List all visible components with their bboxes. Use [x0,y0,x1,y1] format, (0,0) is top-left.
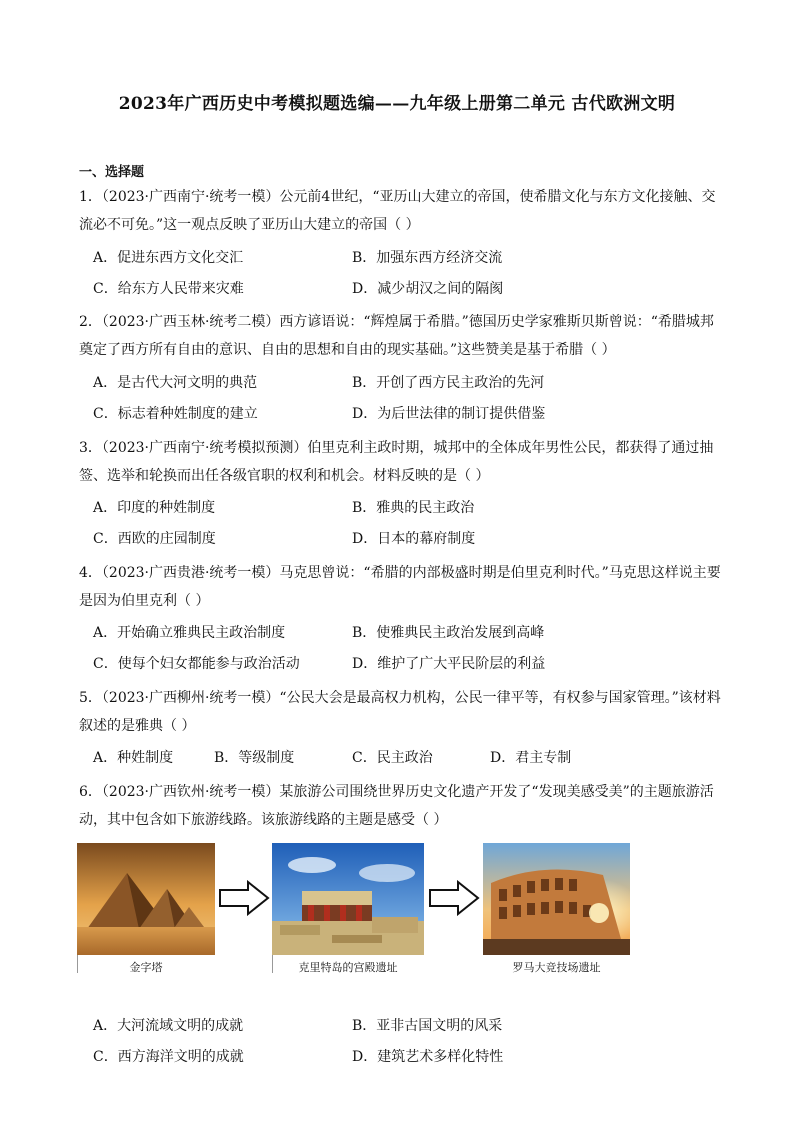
option-c[interactable]: C．给东方人民带来灾难 [93,281,244,297]
option-b[interactable]: B．亚非古国文明的风采 [352,1018,503,1034]
option-b[interactable]: B．加强东西方经济交流 [352,250,503,266]
option-d[interactable]: D．君主专制 [490,750,572,766]
option-d[interactable]: D．为后世法律的制订提供借鉴 [352,406,546,422]
palace-ruins-photo-icon [272,843,424,955]
arrow-right-icon [218,880,270,920]
question-stem: 5．（2023·广西柳州·统考一模）“公民大会是最高权力机构，公民一律平等，有权参与国家管理。”该材料叙述的是雅典（ ） [79,690,721,734]
option-d[interactable]: D．维护了广大平民阶层的利益 [352,656,546,672]
option-b[interactable]: B．使雅典民主政治发展到高峰 [352,625,545,641]
option-c[interactable]: C．西方海洋文明的成就 [93,1049,244,1065]
option-a[interactable]: A．是古代大河文明的典范 [93,375,258,391]
option-c[interactable]: C．使每个妇女都能参与政治活动 [93,656,300,672]
options-row [93,1015,713,1037]
option-b[interactable]: B．等级制度 [214,750,295,766]
options-row [93,747,713,769]
option-a[interactable]: A．促进东西方文化交汇 [93,250,244,266]
route-figure [0,843,794,973]
options-row [93,372,713,394]
colosseum-photo-icon [483,843,630,955]
options-row [93,247,713,269]
option-d[interactable]: D．减少胡汉之间的隔阂 [352,281,504,297]
page-title: 2023年广西历史中考模拟题选编——九年级上册第二单元 古代欧洲文明 [118,94,676,114]
options-row [93,497,713,519]
option-a[interactable]: A．种姓制度 [93,750,174,766]
option-a[interactable]: A．印度的种姓制度 [93,500,216,516]
option-b[interactable]: B．雅典的民主政治 [352,500,475,516]
question-stem: 3．（2023·广西南宁·统考模拟预测）伯里克利主政时期，城邦中的全体成年男性公民，都获得了通过抽签、选举和轮换而出任各级官职的权利和机会。材料反映的是（ ） [79,440,714,484]
option-c[interactable]: C．标志着种姓制度的建立 [93,406,258,422]
question-stem: 2．（2023·广西玉林·统考二模）西方谚语说：“辉煌属于希腊。”德国历史学家雅斯贝斯曾说：“希腊城邦奠定了西方所有自由的意识、自由的思想和自由的现实基础。”这些赞美是基于希腊（ ） [79,314,714,358]
option-c[interactable]: C．民主政治 [352,750,433,766]
options-row [93,528,713,550]
section-heading: 一、选择题 [79,165,145,180]
options-row [93,278,713,300]
pyramid-caption: 金字塔 [129,961,163,974]
options-row [93,622,713,644]
pyramid-photo-icon [77,843,215,955]
question-stem: 6．（2023·广西钦州·统考一模）某旅游公司围绕世界历史文化遗产开发了“发现美感受美”的主题旅游活动，其中包含如下旅游线路。该旅游线路的主题是感受（ ） [79,784,714,828]
option-b[interactable]: B．开创了西方民主政治的先河 [352,375,545,391]
arrow-right-icon [428,880,480,920]
option-a[interactable]: A．大河流域文明的成就 [93,1018,244,1034]
question-stem: 1．（2023·广西南宁·统考一模）公元前4世纪，“亚历山大建立的帝国，使希腊文化与东方文化接触、交流必不可免。”这一观点反映了亚历山大建立的帝国（ ） [79,189,716,233]
question-stem: 4．（2023·广西贵港·统考一模）马克思曾说：“希腊的内部极盛时期是伯里克利时代。”马克思这样说主要是因为伯里克利（ ） [79,565,721,609]
option-c[interactable]: C．西欧的庄园制度 [93,531,216,547]
colosseum-caption: 罗马大竞技场遗址 [512,961,601,974]
option-d[interactable]: D．建筑艺术多样化特性 [352,1049,504,1065]
palace-caption: 克里特岛的宫殿遗址 [298,961,398,974]
options-row [93,1046,713,1068]
option-d[interactable]: D．日本的幕府制度 [352,531,476,547]
options-row [93,653,713,675]
option-a[interactable]: A．开始确立雅典民主政治制度 [93,625,286,641]
options-row [93,403,713,425]
